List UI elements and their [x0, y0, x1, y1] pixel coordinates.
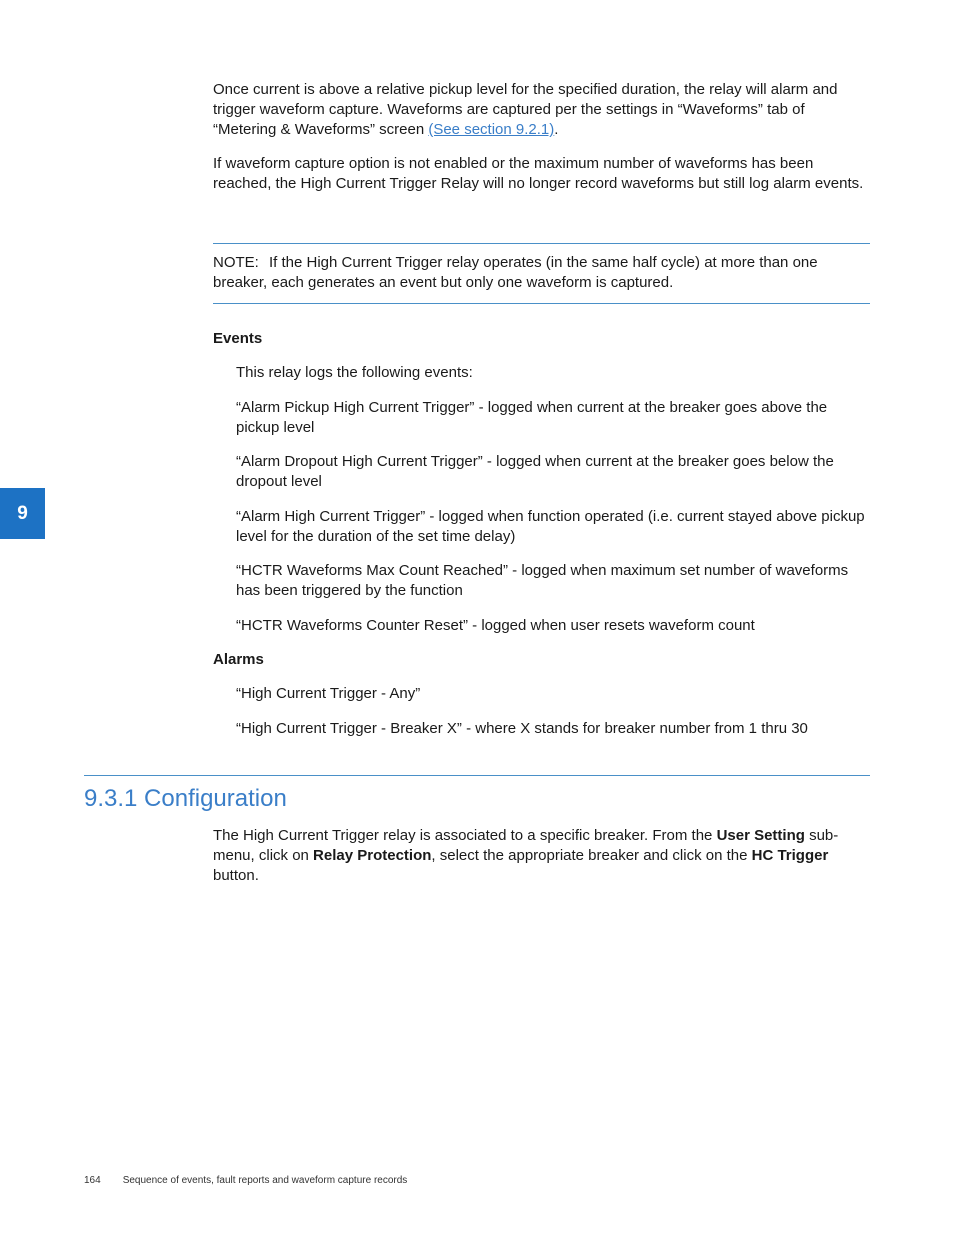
section-title: 9.3.1 Configuration [84, 785, 287, 812]
alarms-heading: Alarms [213, 651, 264, 668]
intro-period: . [554, 121, 559, 138]
note-bottom-rule [213, 303, 870, 304]
see-section-link[interactable]: (See section 9.2.1) [428, 121, 555, 138]
user-setting-term: User Setting [716, 827, 805, 844]
footer-chapter-title: Sequence of events, fault reports and waveform capture records [122, 1175, 408, 1186]
alarm-item: “High Current Trigger - Any” [236, 685, 421, 702]
event-item: “Alarm High Current Trigger” - logged when function operated (i.e. current stayed above pickup level for the duration of the set time delay) [236, 508, 865, 545]
intro-paragraph-2: If waveform capture option is not enabled or the maximum number of waveforms has been reached, the High Current Trigger Relay will no longer record waveforms but still log alarm events. [213, 155, 864, 192]
relay-protection-term: Relay Protection [313, 847, 432, 864]
event-item: “Alarm Pickup High Current Trigger” - logged when current at the breaker goes above the pickup level [236, 399, 828, 436]
note-top-rule [213, 243, 870, 244]
config-text: , select the appropriate breaker and click on the [431, 847, 752, 864]
config-text: The High Current Trigger relay is associated to a specific breaker. From the [213, 827, 717, 844]
event-item: “HCTR Waveforms Max Count Reached” - logged when maximum set number of waveforms has been triggered by the function [236, 562, 849, 599]
alarm-item: “High Current Trigger - Breaker X” - where X stands for breaker number from 1 thru 30 [236, 720, 808, 737]
note-text: If the High Current Trigger relay operates (in the same half cycle) at more than one breaker, each generates an event but only one waveform is captured. [213, 254, 818, 291]
config-text: button. [213, 867, 259, 884]
hc-trigger-term: HC Trigger [751, 847, 829, 864]
section-rule [84, 775, 870, 776]
intro-paragraph-1 [213, 80, 870, 140]
events-intro: This relay logs the following events: [236, 364, 473, 381]
page-number: 164 [84, 1175, 101, 1186]
intro-text: Once current is above a relative pickup level for the specified duration, the relay will alarm and trigger waveform capture. Waveforms are captured per the settings in “Waveforms” tab of “Metering & Waveforms” screen [213, 81, 838, 138]
configuration-paragraph [213, 826, 870, 886]
page-footer [84, 1175, 407, 1187]
event-item: “Alarm Dropout High Current Trigger” - logged when current at the breaker goes below the dropout level [236, 453, 834, 490]
events-heading: Events [213, 330, 263, 347]
note-block [213, 253, 870, 293]
event-item: “HCTR Waveforms Counter Reset” - logged when user resets waveform count [236, 617, 755, 634]
config-text: sub-menu, click on [213, 827, 839, 864]
note-label: NOTE: [213, 254, 259, 271]
chapter-tab: 9 [0, 488, 45, 539]
